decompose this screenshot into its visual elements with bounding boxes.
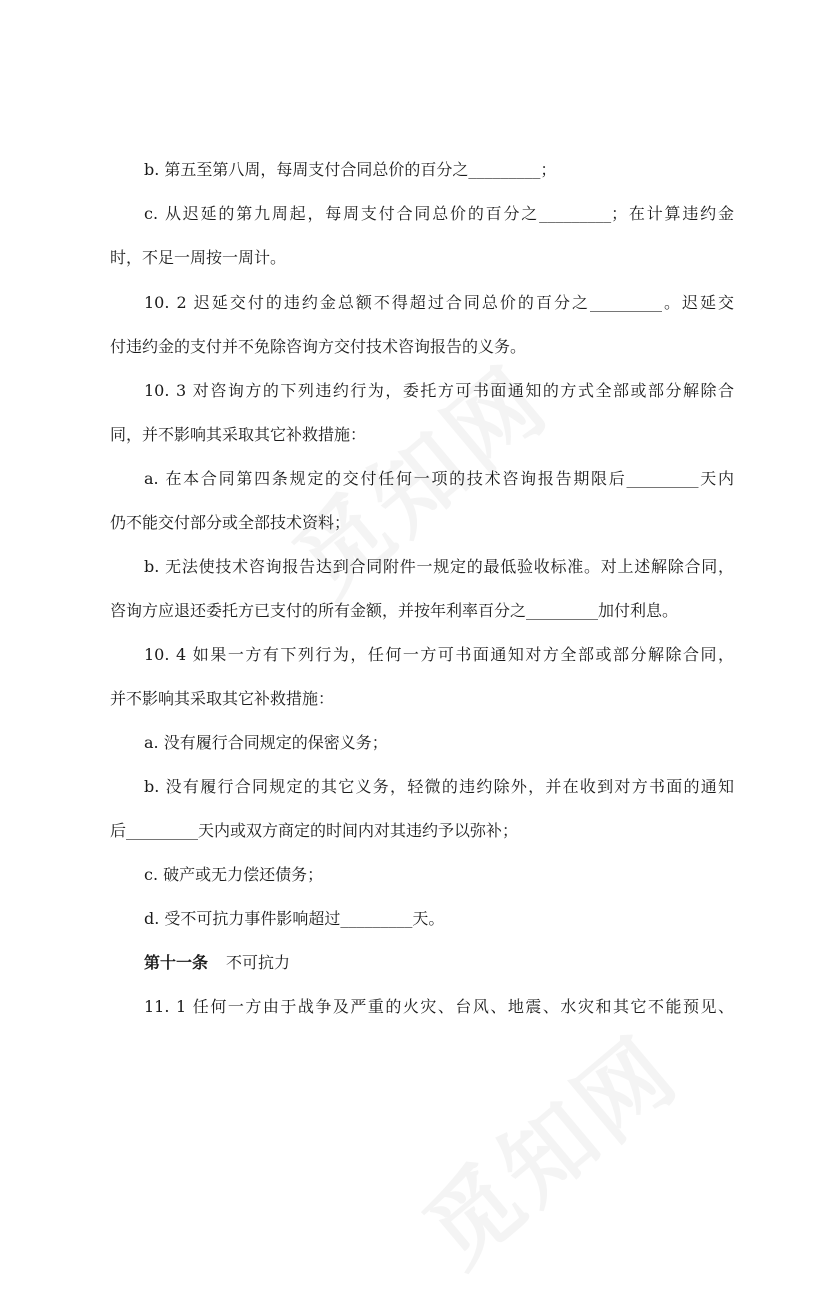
para-d-force-majeure-days: d. 受不可抗力事件影响超过_________天。 bbox=[144, 909, 445, 928]
para-b-weeks-5-8: b. 第五至第八周，每周支付合同总价的百分之_________； bbox=[144, 160, 557, 179]
clause-10-2-line-1: 10. 2 迟延交付的违约金总额不得超过合同总价的百分之_________。迟延交 bbox=[144, 293, 734, 312]
watermark-text-lower bbox=[392, 1001, 702, 1291]
para-b-acceptance-line-1: b. 无法使技术咨询报告达到合同附件一规定的最低验收标准。对上述解除合同， bbox=[144, 557, 734, 576]
para-c-line-1: c. 从迟延的第九周起，每周支付合同总价的百分之_________；在计算违约金 bbox=[144, 204, 734, 223]
para-c-line-2: 时，不足一周按一周计。 bbox=[110, 248, 287, 267]
article-11-title: 不可抗力 bbox=[226, 953, 291, 972]
clause-10-4-line-2: 并不影响其采取其它补救措施： bbox=[110, 689, 335, 708]
para-b-other-obligations-line-2: 后_________天内或双方商定的时间内对其违约予以弥补； bbox=[110, 821, 519, 840]
para-a-delivery-line-1: a. 在本合同第四条规定的交付任何一项的技术咨询报告期限后_________天内 bbox=[144, 469, 734, 488]
para-b-acceptance-line-2: 咨询方应退还委托方已支付的所有金额，并按年利率百分之_________加付利息。 bbox=[110, 601, 679, 620]
clause-10-3-line-1: 10. 3 对咨询方的下列违约行为，委托方可书面通知的方式全部或部分解除合 bbox=[144, 381, 734, 400]
para-a-delivery-line-2: 仍不能交付部分或全部技术资料； bbox=[110, 513, 351, 532]
article-11-label: 第十一条 bbox=[144, 953, 209, 972]
clause-11-1-line-1: 11. 1 任何一方由于战争及严重的火灾、台风、地震、水灾和其它不能预见、 bbox=[144, 997, 734, 1016]
para-c-bankruptcy: c. 破产或无力偿还债务； bbox=[144, 865, 324, 884]
para-a-confidentiality: a. 没有履行合同规定的保密义务； bbox=[144, 733, 388, 752]
para-b-other-obligations-line-1: b. 没有履行合同规定的其它义务，轻微的违约除外，并在收到对方书面的通知 bbox=[144, 777, 734, 796]
clause-10-2-line-2: 付违约金的支付并不免除咨询方交付技术咨询报告的义务。 bbox=[110, 337, 527, 356]
article-11-heading bbox=[144, 953, 734, 973]
clause-10-4-line-1: 10. 4 如果一方有下列行为，任何一方可书面通知对方全部或部分解除合同， bbox=[144, 645, 734, 664]
clause-10-3-line-2: 同，并不影响其采取其它补救措施： bbox=[110, 425, 367, 444]
